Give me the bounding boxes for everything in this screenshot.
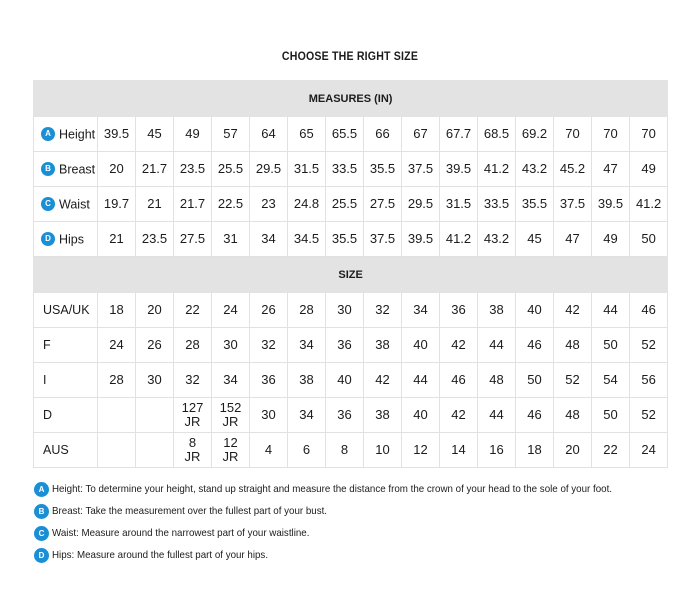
size-cell: [98, 398, 136, 433]
size-cell: 36: [440, 293, 478, 328]
note-a: [34, 478, 684, 500]
measure-cell: 29.5: [402, 187, 440, 222]
measure-label-text: Breast: [59, 162, 96, 177]
size-cell: 48: [554, 328, 592, 363]
size-label: D: [34, 398, 98, 433]
measure-cell: 67.7: [440, 117, 478, 152]
measure-cell: 65.5: [326, 117, 364, 152]
measure-cell: 31.5: [288, 152, 326, 187]
size-cell: 38: [364, 328, 402, 363]
size-cell: 48: [554, 398, 592, 433]
measures-header: [34, 81, 668, 117]
measure-row-waist: [34, 187, 668, 222]
size-label: AUS: [34, 433, 98, 468]
badge-d-icon: [34, 548, 49, 563]
size-cell: 32: [174, 363, 212, 398]
size-cell: 22: [592, 433, 630, 468]
measure-cell: 22.5: [212, 187, 250, 222]
measure-label-text: Waist: [59, 197, 90, 212]
measure-cell: 70: [592, 117, 630, 152]
size-cell: 34: [212, 363, 250, 398]
measure-cell: 35.5: [326, 222, 364, 257]
measure-cell: 21.7: [136, 152, 174, 187]
measure-cell: 50: [630, 222, 668, 257]
measure-cell: 25.5: [212, 152, 250, 187]
size-cell: 18: [98, 293, 136, 328]
size-cell: 30: [326, 293, 364, 328]
badge-letter: C: [38, 528, 45, 538]
measure-cell: 19.7: [98, 187, 136, 222]
size-cell: 54: [592, 363, 630, 398]
measure-cell: 37.5: [364, 222, 402, 257]
size-cell: 50: [592, 328, 630, 363]
measure-cell: 35.5: [364, 152, 402, 187]
size-cell: 6: [288, 433, 326, 468]
size-cell: 28: [174, 328, 212, 363]
measure-cell: 27.5: [174, 222, 212, 257]
measure-cell: 43.2: [516, 152, 554, 187]
measure-cell: 45: [516, 222, 554, 257]
size-cell: 24: [98, 328, 136, 363]
badge-letter: B: [45, 164, 51, 174]
size-cell: 127 JR: [174, 398, 212, 433]
size-chart-table: [33, 80, 668, 468]
size-cell: 38: [364, 398, 402, 433]
measure-cell: 57: [212, 117, 250, 152]
measure-cell: 31.5: [440, 187, 478, 222]
badge-a-icon: [41, 127, 55, 141]
measure-cell: 33.5: [326, 152, 364, 187]
size-cell: 46: [630, 293, 668, 328]
size-cell: 30: [250, 398, 288, 433]
size-cell: 48: [478, 363, 516, 398]
size-cell: 46: [440, 363, 478, 398]
measures-header-label: MEASURES (IN): [34, 81, 668, 117]
measure-cell: 41.2: [440, 222, 478, 257]
measure-cell: 39.5: [402, 222, 440, 257]
size-label: F: [34, 328, 98, 363]
measure-cell: 45: [136, 117, 174, 152]
size-cell: 44: [402, 363, 440, 398]
size-cell: 8: [326, 433, 364, 468]
size-cell: 20: [136, 293, 174, 328]
badge-letter: A: [38, 484, 45, 494]
badge-letter: C: [45, 199, 51, 209]
size-cell: 12 JR: [212, 433, 250, 468]
badge-c-icon: [41, 197, 55, 211]
size-row-i: [34, 363, 668, 398]
note-text: Breast: Take the measurement over the fullest part of your bust.: [52, 505, 328, 517]
size-cell: 10: [364, 433, 402, 468]
measure-cell: 41.2: [630, 187, 668, 222]
size-cell: 152 JR: [212, 398, 250, 433]
measure-cell: 47: [554, 222, 592, 257]
note-b: [34, 500, 684, 522]
measure-label: [34, 222, 98, 257]
size-cell: 34: [288, 328, 326, 363]
size-cell: 14: [440, 433, 478, 468]
measure-cell: 23: [250, 187, 288, 222]
size-cell: 40: [516, 293, 554, 328]
measure-cell: 65: [288, 117, 326, 152]
size-cell: 36: [326, 328, 364, 363]
badge-b-icon: [34, 504, 49, 519]
size-cell: 42: [364, 363, 402, 398]
size-cell: 34: [402, 293, 440, 328]
measure-cell: 49: [592, 222, 630, 257]
measure-cell: 21: [136, 187, 174, 222]
measure-cell: 23.5: [174, 152, 212, 187]
measure-label: [34, 117, 98, 152]
size-cell: 8 JR: [174, 433, 212, 468]
measure-cell: 37.5: [554, 187, 592, 222]
measure-cell: 39.5: [440, 152, 478, 187]
size-cell: [136, 398, 174, 433]
size-cell: 36: [250, 363, 288, 398]
size-row-f: [34, 328, 668, 363]
measure-cell: 70: [630, 117, 668, 152]
badge-letter: D: [45, 234, 51, 244]
measure-label: [34, 152, 98, 187]
measure-cell: 68.5: [478, 117, 516, 152]
size-cell: 44: [592, 293, 630, 328]
size-cell: 30: [136, 363, 174, 398]
badge-letter: D: [38, 550, 45, 560]
size-cell: 4: [250, 433, 288, 468]
size-cell: 46: [516, 398, 554, 433]
size-cell: [98, 433, 136, 468]
size-cell: 52: [554, 363, 592, 398]
size-cell: 24: [630, 433, 668, 468]
measure-row-breast: [34, 152, 668, 187]
size-cell: 42: [554, 293, 592, 328]
note-text: Hips: Measure around the fullest part of your hips.: [52, 549, 269, 561]
size-cell: 28: [288, 293, 326, 328]
measure-label-text: Height: [59, 127, 96, 142]
size-label: USA/UK: [34, 293, 98, 328]
measure-cell: 47: [592, 152, 630, 187]
measure-cell: 41.2: [478, 152, 516, 187]
measure-cell: 25.5: [326, 187, 364, 222]
measure-cell: 39.5: [592, 187, 630, 222]
size-cell: 42: [440, 328, 478, 363]
size-cell: 20: [554, 433, 592, 468]
measure-cell: 24.8: [288, 187, 326, 222]
measure-cell: 23.5: [136, 222, 174, 257]
page-title: CHOOSE THE RIGHT SIZE: [281, 51, 419, 63]
size-label: I: [34, 363, 98, 398]
measure-row-hips: [34, 222, 668, 257]
measure-cell: 27.5: [364, 187, 402, 222]
size-cell: 36: [326, 398, 364, 433]
measure-cell: 43.2: [478, 222, 516, 257]
size-cell: 50: [592, 398, 630, 433]
measurement-notes: [34, 478, 684, 566]
size-row-d: [34, 398, 668, 433]
size-cell: 32: [250, 328, 288, 363]
measure-cell: 34: [250, 222, 288, 257]
measure-cell: 49: [174, 117, 212, 152]
size-chart-body: [34, 81, 668, 468]
size-cell: 38: [288, 363, 326, 398]
measure-cell: 66: [364, 117, 402, 152]
measure-row-height: [34, 117, 668, 152]
size-cell: 34: [288, 398, 326, 433]
badge-c-icon: [34, 526, 49, 541]
size-cell: 30: [212, 328, 250, 363]
measure-cell: 21.7: [174, 187, 212, 222]
size-cell: 26: [136, 328, 174, 363]
size-cell: 26: [250, 293, 288, 328]
note-text: Waist: Measure around the narrowest part of your waistline.: [52, 527, 310, 539]
measure-label: [34, 187, 98, 222]
badge-letter: B: [38, 506, 45, 516]
size-cell: 18: [516, 433, 554, 468]
measure-cell: 29.5: [250, 152, 288, 187]
size-cell: 32: [364, 293, 402, 328]
measure-cell: 39.5: [98, 117, 136, 152]
size-cell: 22: [174, 293, 212, 328]
size-cell: 52: [630, 398, 668, 433]
size-cell: 46: [516, 328, 554, 363]
size-cell: 56: [630, 363, 668, 398]
measure-cell: 33.5: [478, 187, 516, 222]
badge-letter: A: [45, 129, 51, 139]
size-cell: 42: [440, 398, 478, 433]
size-cell: 24: [212, 293, 250, 328]
size-cell: 40: [326, 363, 364, 398]
size-cell: 44: [478, 398, 516, 433]
size-cell: 16: [478, 433, 516, 468]
measure-cell: 69.2: [516, 117, 554, 152]
note-c: [34, 522, 684, 544]
measure-cell: 31: [212, 222, 250, 257]
size-row-usa-uk: [34, 293, 668, 328]
badge-b-icon: [41, 162, 55, 176]
measure-cell: 37.5: [402, 152, 440, 187]
measure-cell: 64: [250, 117, 288, 152]
size-cell: 12: [402, 433, 440, 468]
size-row-aus: [34, 433, 668, 468]
size-cell: 52: [630, 328, 668, 363]
measure-cell: 20: [98, 152, 136, 187]
measure-cell: 35.5: [516, 187, 554, 222]
size-cell: 40: [402, 328, 440, 363]
measure-label-text: Hips: [59, 232, 85, 247]
measure-cell: 45.2: [554, 152, 592, 187]
measure-cell: 21: [98, 222, 136, 257]
size-header: [34, 257, 668, 293]
badge-a-icon: [34, 482, 49, 497]
measure-cell: 67: [402, 117, 440, 152]
measure-cell: 70: [554, 117, 592, 152]
measure-cell: 34.5: [288, 222, 326, 257]
size-cell: 50: [516, 363, 554, 398]
note-text: Height: To determine your height, stand up straight and measure the distance from the crown of your head to the sole of your foot.: [52, 483, 613, 495]
size-cell: 44: [478, 328, 516, 363]
size-cell: 40: [402, 398, 440, 433]
size-cell: [136, 433, 174, 468]
measure-cell: 49: [630, 152, 668, 187]
note-d: [34, 544, 684, 566]
size-header-label: SIZE: [34, 257, 668, 293]
size-cell: 38: [478, 293, 516, 328]
size-cell: 28: [98, 363, 136, 398]
badge-d-icon: [41, 232, 55, 246]
